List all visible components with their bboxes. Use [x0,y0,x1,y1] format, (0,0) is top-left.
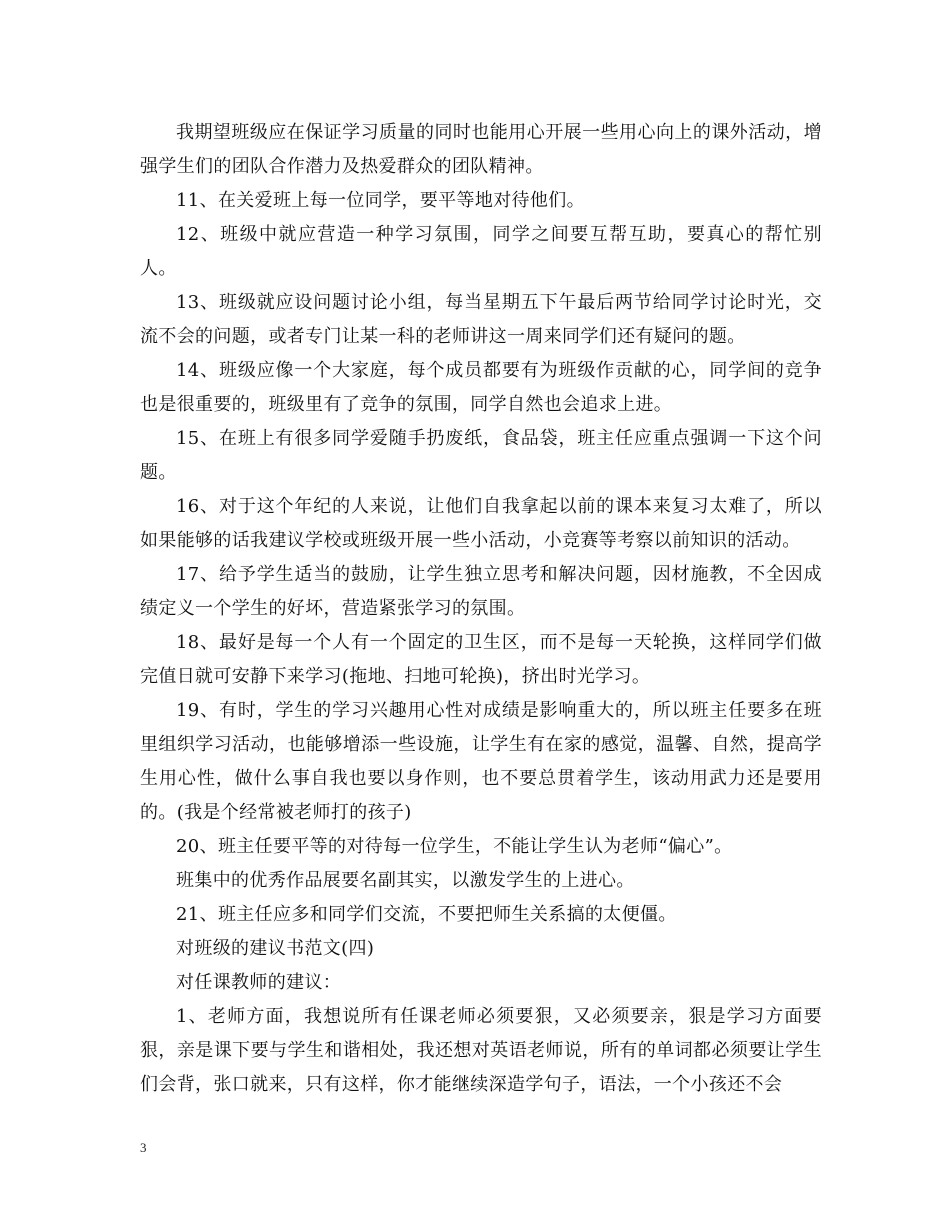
paragraph: 19、有时，学生的学习兴趣用心性对成绩是影响重大的，所以班主任要多在班里组织学习活动，也能够增添一些设施，让学生有在家的感觉，温馨、自然，提高学生用心性，做什么事自我也要以身作则，也不要总贯着学生，该动用武力还是要用的。(我是个经常被老师打的孩子) [140,700,822,823]
paragraph: 11、在关爱班上每一位同学，要平等地对待他们。 [176,190,585,211]
paragraph: 21、班主任应多和同学们交流，不要把师生关系搞的太便僵。 [176,904,677,925]
paragraph: 15、在班上有很多同学爱随手扔废纸，食品袋，班主任应重点强调一下这个问题。 [140,428,822,483]
paragraph: 13、班级就应设问题讨论小组，每当星期五下午最后两节给同学讨论时光，交流不会的问题，或者专门让某一科的老师讲这一周来同学们还有疑问的题。 [140,292,822,347]
paragraph: 17、给予学生适当的鼓励，让学生独立思考和解决问题，因材施教，不全因成绩定义一个学生的好坏，营造紧张学习的氛围。 [140,564,822,619]
paragraph: 12、班级中就应营造一种学习氛围，同学之间要互帮互助，要真心的帮忙别人。 [140,224,822,279]
paragraph: 16、对于这个年纪的人来说，让他们自我拿起以前的课本来复习太难了，所以如果能够的话我建议学校或班级开展一些小活动，小竞赛等考察以前知识的活动。 [140,496,822,551]
document-body [140,116,822,1102]
paragraph: 20、班主任要平等的对待每一位学生，不能让学生认为老师“偏心”。 [176,836,733,857]
page-number: 3 [140,1140,147,1155]
paragraph: 班集中的优秀作品展要名副其实，以激发学生的上进心。 [176,870,635,891]
subsection-heading: 对任课教师的建议： [176,972,342,993]
paragraph: 1、老师方面，我想说所有任课老师必须要狠，又必须要亲，狠是学习方面要狠，亲是课下要与学生和谐相处，我还想对英语老师说，所有的单词都必须要让学生们会背，张口就来，只有这样，你才能继续深造学句子，语法，一个小孩还不会 [140,1006,822,1095]
paragraph: 我期望班级应在保证学习质量的同时也能用心开展一些用心向上的课外活动，增强学生们的团队合作潜力及热爱群众的团队精神。 [140,122,822,177]
section-heading: 对班级的建议书范文(四) [176,938,375,959]
paragraph: 18、最好是每一个人有一个固定的卫生区，而不是每一天轮换，这样同学们做完值日就可安静下来学习(拖地、扫地可轮换)，挤出时光学习。 [140,632,822,687]
paragraph: 14、班级应像一个大家庭，每个成员都要有为班级作贡献的心，同学间的竞争也是很重要的，班级里有了竞争的氛围，同学自然也会追求上进。 [140,360,822,415]
